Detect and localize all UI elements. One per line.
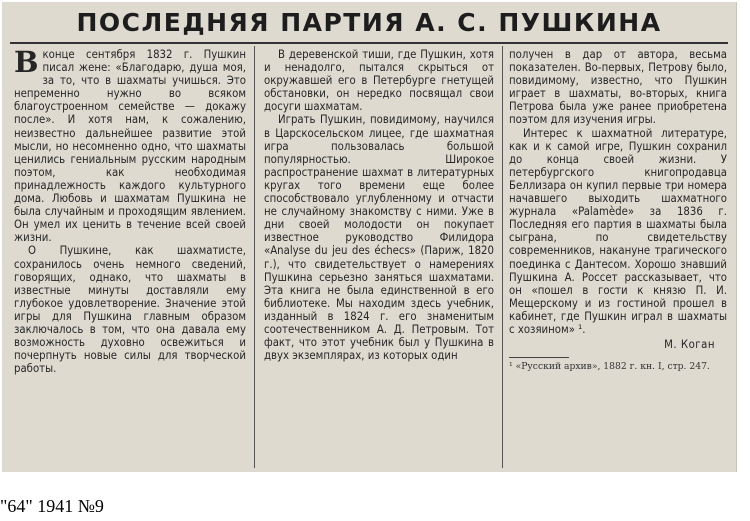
article-headline: ПОСЛЕДНЯЯ ПАРТИЯ А. С. ПУШКИНА <box>76 8 662 37</box>
paragraph: В конце сентября 1832 г. Пушкин писал жене: «Благодарю, душа моя, за то, что в шахматы учишься. Это непременно нужно во всяком благоустроенном семействе — докажу после». И хотя нам, к сожалению, неизвестно дальнейшее развитие этой мысли, но несомненно одно, что шахматы ценились гениальным русским народным поэтом, как необходимая принадлежность каждого культурного дома. Любовь и шахматам Пушкина не была случайным и проходящим явлением. Он умел их ценить в течение всей своей жизни. <box>14 45 246 245</box>
newspaper-clipping <box>2 2 737 472</box>
paragraph: Интерес к шахматной литературе, как и к самой игре, Пушкин сохранил до конца своей жизни. У петербургского книгопродавца Беллизара он купил первые три номера начавшего выходить шахматного журнала «Palamède» за 1836 г. Последняя его партия в шахматы была сыграна, по свидетельству современников, накануне трагического поединка с Дантесом. Хорошо знавший Пушкина А. Россет рассказывает, что он «пошел в гости к князю П. И. Мещерскому и из гостиной прошел в кабинет, где Пушкин играл в шахматы с хозяином» ¹. <box>509 126 727 336</box>
footnote: ¹ «Русский архив», 1882 г. кн. I, стр. 247. <box>509 361 710 373</box>
article-column-2 <box>264 48 494 362</box>
paragraph: О Пушкине, как шахматисте, сохранилось очень немного сведений, говорящих, однако, что шахматы в известные минуты доставляли ему глубокое удовлетворение. Значение этой игры для Пушкина главным образом заключалось в том, что она давала ему возможность духовно освежиться и почерпнуть новые силы для творческой работы. <box>14 244 246 376</box>
footnote-rule <box>509 357 569 358</box>
paragraph: получен в дар от автора, весьма показателен. Во-первых, Петрову было, повидимому, известно, что Пушкин играет в шахматы, во-вторых, книга Петрова была уже ранее приобретена поэтом для изучения игры. <box>509 48 727 127</box>
article-column-3 <box>509 48 727 373</box>
column-divider <box>254 46 255 468</box>
drop-cap: В <box>14 45 39 79</box>
source-caption: "64" 1941 №9 <box>0 496 104 516</box>
paragraph: В деревенской тиши, где Пушкин, хотя и ненадолго, пытался скрыться от окружавшей его в Петербурге гнетущей обстановки, он нередко посвящал свои досуги шахматам. <box>264 48 494 114</box>
paragraph: Играть Пушкин, повидимому, научился в Царскосельском лицее, где шахматная игра пользовалась большой популярностью. Широкое распространение шахмат в литературных кругах того времени еще более способствовало углубленному и отчасти не случайному знакомству с ними. Уже в дни своей молодости он покупает известное руководство Филидора «Analyse du jeu des échecs» (Париж, 1820 г.), что свидетельствует о намерениях Пушкина серьезно заняться шахматами. Эта книга не была единственной в его библиотеке. Мы находим здесь учебник, изданный в 1824 г. его знаменитым соотечественником А. Д. Петровым. Тот факт, что этот учебник был у Пушкина в двух экземплярах, из которых один <box>264 113 494 363</box>
author-signature: М. Коган <box>664 338 715 352</box>
column-divider <box>502 46 503 468</box>
headline-rule <box>10 42 728 44</box>
article-column-1 <box>14 45 246 376</box>
